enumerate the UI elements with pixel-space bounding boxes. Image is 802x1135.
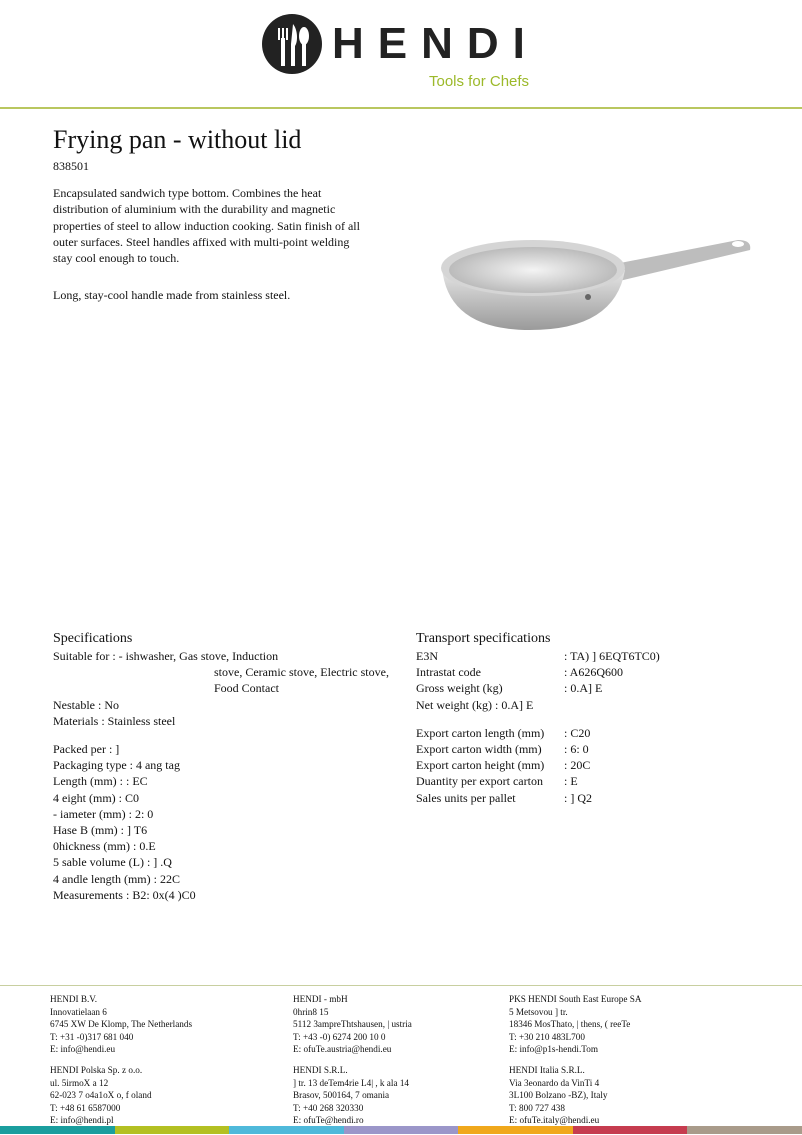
transport-row [416, 664, 756, 680]
footer-column [509, 993, 641, 1135]
footer-line: T: +31 -0)317 681 040 [50, 1031, 134, 1042]
footer-line: E: ofuTe@hendi.ro [293, 1115, 364, 1126]
transport-label: Export carton length (mm) [416, 725, 545, 740]
spec-row: Materials : Stainless steel [53, 713, 176, 728]
footer-address [509, 1064, 641, 1127]
color-bar [0, 1126, 802, 1134]
footer-line: T: +43 -0) 6274 200 10 0 [293, 1031, 386, 1042]
footer-line: HENDI - mbH [293, 994, 348, 1004]
footer-line: E: ofuTe.austria@hendi.eu [293, 1044, 392, 1055]
footer-line: PKS HENDI South East Europe SA [509, 994, 642, 1004]
spec-row: 4 andle length (mm) : 22C [53, 871, 180, 886]
transport-value: : TA) ] 6EQT6TC0) [564, 649, 660, 663]
color-bar-segment [229, 1126, 344, 1134]
footer-line: HENDI Italia S.R.L. [509, 1064, 585, 1075]
brand-tagline: Tools for Chefs [429, 73, 530, 90]
transport-row [416, 741, 756, 757]
footer-column [293, 993, 412, 1135]
footer-line: 3L100 Bolzano -BZ), Italy [509, 1090, 608, 1101]
footer-address [293, 1064, 412, 1127]
footer-line: 18346 MosThato, | thens, ( reeTe [509, 1019, 631, 1030]
product-code: 838501 [53, 159, 89, 173]
transport-value: : E [564, 774, 578, 789]
footer-line: E: ofuTe.italy@hendi.eu [509, 1115, 600, 1126]
spec-value: - ishwasher, Gas stove, Induction [118, 649, 279, 663]
transport-value: : 0.A] E [564, 681, 603, 696]
footer-address [50, 993, 192, 1056]
footer-line: E: info@hendi.pl [50, 1115, 114, 1126]
footer-line: 5 Metsovou ] tr. [509, 1006, 568, 1017]
transport-label: Duantity per export carton [416, 774, 543, 789]
specifications-heading: Specifications [53, 631, 133, 646]
footer-line: HENDI Polska Sp. z o.o. [50, 1064, 143, 1075]
product-image [420, 190, 760, 355]
spec-row: Length (mm) : : EC [53, 774, 148, 789]
transport-value: : ] Q2 [564, 790, 592, 805]
footer-line: Via 3eonardo da VinTi 4 [509, 1077, 600, 1088]
footer-line: 62-023 7 o4a1oX o, f oland [50, 1090, 152, 1101]
footer-line: E: info@hendi.eu [50, 1044, 116, 1055]
color-bar-segment [458, 1126, 573, 1134]
footer-line: E: info@p1s-hendi.Tom [509, 1044, 598, 1055]
spec-row: - iameter (mm) : 2: 0 [53, 806, 154, 821]
footer-line: T: +48 61 6587000 [50, 1102, 121, 1113]
footer-line: T: +30 210 483L700 [509, 1031, 585, 1042]
footer-line: ul. 5irmoX a 12 [50, 1077, 109, 1088]
header-divider [0, 107, 802, 109]
transport-row [416, 648, 756, 664]
color-bar-segment [687, 1126, 802, 1134]
specifications-section [53, 630, 393, 903]
transport-section [416, 630, 756, 806]
transport-label: Gross weight (kg) [416, 681, 503, 696]
transport-row [416, 680, 756, 696]
footer-line: 0hrin8 15 [293, 1006, 329, 1017]
footer-address [509, 993, 641, 1056]
product-title: Frying pan - without lid [53, 125, 302, 154]
color-bar-segment [115, 1126, 230, 1134]
color-bar-segment [573, 1126, 688, 1134]
footer-line: HENDI B.V. [50, 994, 98, 1004]
hendi-logo [262, 14, 552, 94]
transport-label: Sales units per pallet [416, 790, 516, 805]
spec-row: Nestable : No [53, 697, 119, 712]
footer-line: Brasov, 500164, 7 omania [293, 1090, 390, 1101]
spec-row: 0hickness (mm) : 0.E [53, 839, 156, 854]
footer-line: Innovatielaan 6 [50, 1006, 107, 1017]
footer-line: ] tr. 13 deTem4rie L4| , k ala 14 [293, 1077, 410, 1088]
footer-line: T: 800 727 438 [509, 1102, 565, 1113]
spec-row: 5 sable volume (L) : ] .Q [53, 855, 172, 870]
transport-heading: Transport specifications [416, 631, 551, 646]
transport-label: Intrastat code [416, 665, 481, 680]
footer-line: 5112 3ampreThtshausen, | ustria [293, 1019, 412, 1030]
transport-row [416, 725, 756, 741]
transport-label: E3N [416, 649, 438, 663]
product-description: Encapsulated sandwich type bottom. Combines the heat distribution of aluminium with the durability and magnetic properties of steel to allow induction cooking. Satin finish of all outer surfaces. Steel handles affixed with multi-point welding stay cool enough to touch. [53, 186, 360, 266]
footer-line: T: +40 268 320330 [293, 1102, 364, 1113]
footer-line: 6745 XW De Klomp, The Netherlands [50, 1019, 193, 1030]
spec-suitable-cont: Food Contact [214, 681, 279, 696]
spec-row: 4 eight (mm) : C0 [53, 790, 139, 805]
spec-row: Packed per : ] [53, 742, 120, 757]
transport-row [416, 790, 756, 806]
transport-label: Export carton width (mm) [416, 742, 542, 757]
spec-suitable [53, 648, 393, 664]
footer-column [50, 993, 192, 1135]
footer-address [50, 1064, 192, 1127]
spec-row: Hase B (mm) : ] T6 [53, 823, 148, 838]
transport-row [416, 757, 756, 773]
footer-address [293, 993, 412, 1056]
footer-divider [0, 985, 802, 986]
footer-line: HENDI S.R.L. [293, 1064, 348, 1075]
transport-value: : 20C [564, 758, 591, 773]
transport-value: : C20 [564, 725, 591, 740]
product-description-2: Long, stay-cool handle made from stainless steel. [53, 288, 291, 302]
transport-value: : 6: 0 [564, 742, 589, 757]
color-bar-segment [344, 1126, 459, 1134]
transport-value: : A626Q600 [564, 665, 624, 680]
spec-suitable-cont: stove, Ceramic stove, Electric stove, [214, 665, 389, 680]
transport-row [416, 773, 756, 789]
transport-label: Export carton height (mm) [416, 758, 545, 773]
spec-row: Measurements : B2: 0x(4 )C0 [53, 887, 196, 902]
brand-name: HENDI [332, 19, 539, 68]
transport-row: Net weight (kg) : 0.A] E [416, 697, 534, 712]
spec-row: Packaging type : 4 ang tag [53, 758, 180, 773]
cutlery-icon [262, 14, 322, 74]
spec-label: Suitable for : [53, 649, 119, 663]
color-bar-segment [0, 1126, 115, 1134]
